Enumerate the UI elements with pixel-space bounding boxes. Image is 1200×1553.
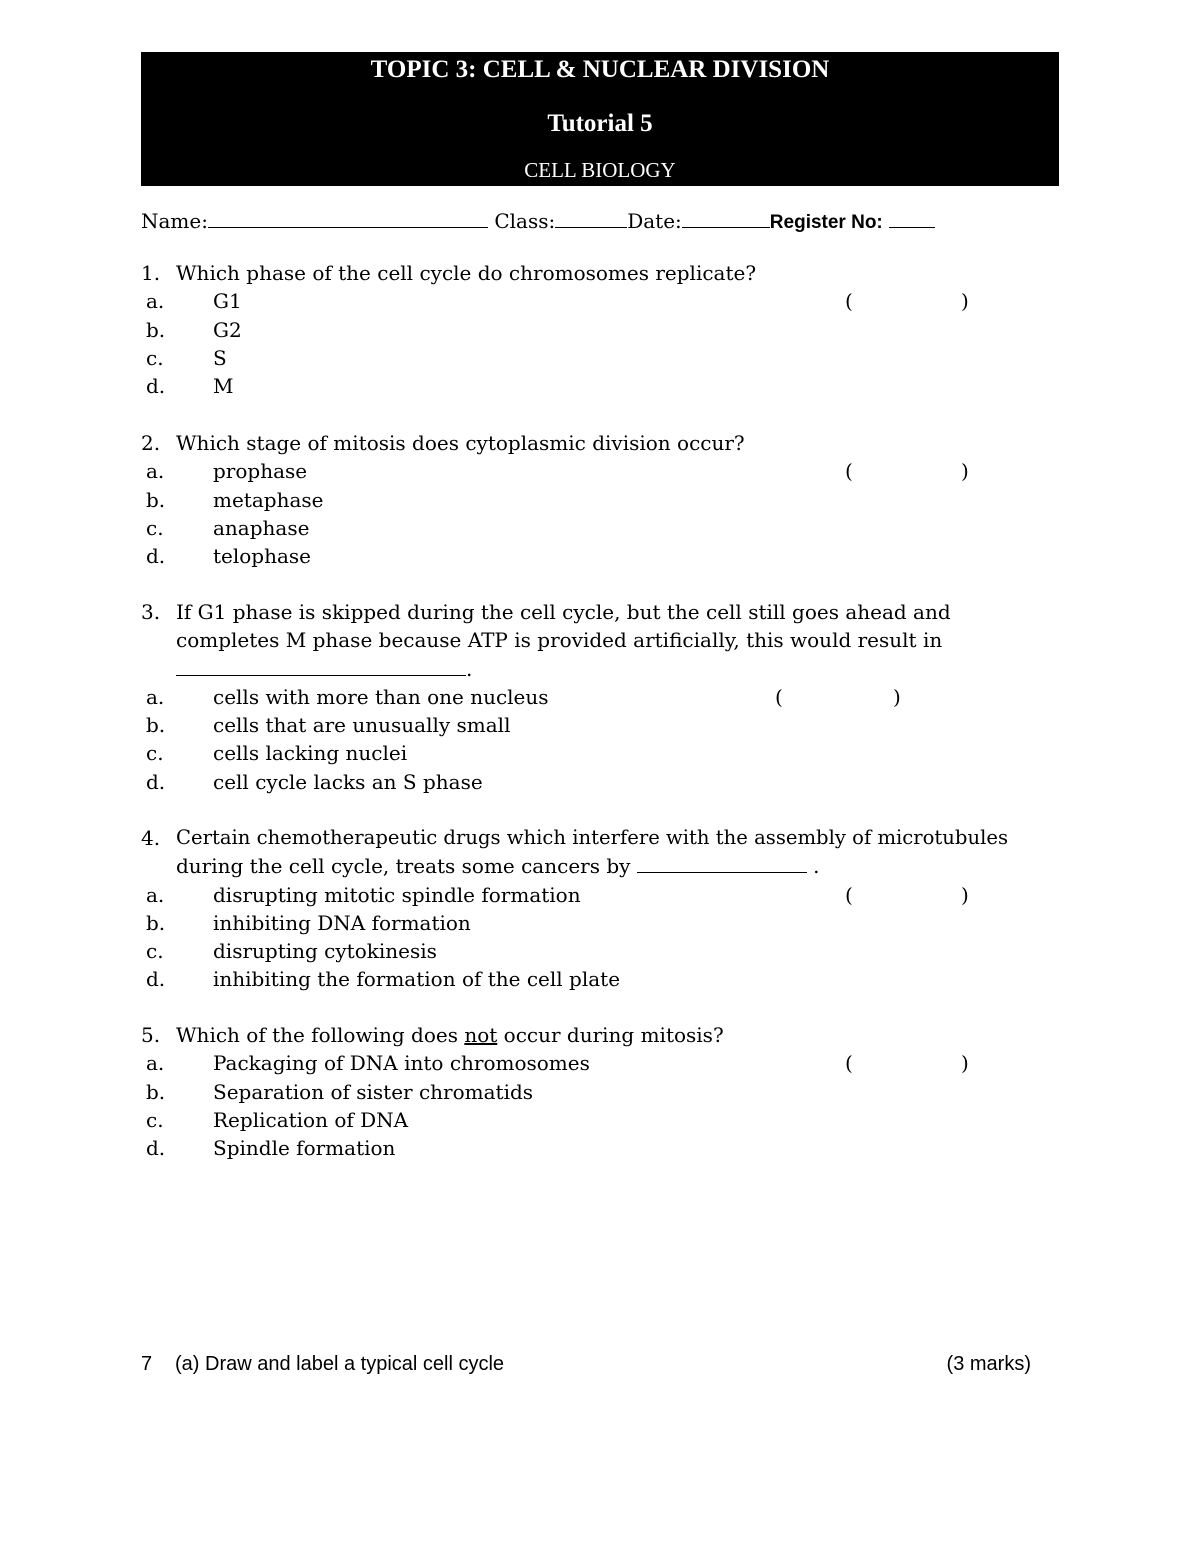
question-text: Which of the following does not occur during mitosis? — [176, 1023, 724, 1047]
answer-bracket-open: ( — [775, 684, 783, 709]
option-a: a. G1 ( ) — [141, 287, 1071, 315]
option-d: d. M — [146, 374, 234, 399]
option-a: a. disrupting mitotic spindle formation ( ) — [141, 881, 1071, 909]
date-label: Date: — [627, 209, 682, 233]
marks-label: (3 marks) — [946, 1353, 1031, 1375]
date-blank[interactable] — [682, 207, 770, 228]
question-4 — [141, 824, 1071, 994]
question-text-line-3: . — [176, 655, 1071, 683]
option-d: d. telophase — [146, 544, 312, 569]
question-number: 1. — [141, 261, 161, 285]
answer-bracket-close: ) — [893, 684, 901, 709]
question-3 — [141, 598, 1071, 796]
answer-bracket-close: ) — [961, 289, 969, 314]
register-label: Register No: — [769, 212, 883, 233]
question-number: 4. — [141, 826, 161, 850]
option-a: a. prophase ( ) — [141, 457, 1071, 485]
answer-bracket-open: ( — [845, 882, 853, 907]
option-a: a. cells with more than one nucleus ( ) — [141, 683, 1071, 711]
question-text: Which stage of mitosis does cytoplasmic division occur? — [176, 431, 745, 455]
answer-blank[interactable] — [176, 657, 466, 676]
option-c: c. S — [146, 345, 227, 370]
option-d: d. Spindle formation — [146, 1136, 396, 1161]
header-banner — [141, 52, 1059, 186]
name-blank[interactable] — [208, 207, 488, 228]
question-number: 7 — [141, 1353, 153, 1375]
answer-bracket-open: ( — [845, 1051, 853, 1076]
option-d: d. inhibiting the formation of the cell plate — [146, 967, 621, 992]
question-text: Which phase of the cell cycle do chromosomes replicate? — [176, 261, 757, 285]
option-c: c. cells lacking nuclei — [146, 741, 408, 766]
answer-bracket-close: ) — [961, 882, 969, 907]
student-info-line — [141, 207, 935, 237]
class-label: Class: — [494, 209, 556, 233]
question-1 — [141, 259, 1071, 400]
option-b: b. Separation of sister chromatids — [146, 1079, 534, 1104]
register-blank[interactable] — [889, 207, 935, 228]
tutorial-title: Tutorial 5 — [547, 110, 653, 137]
answer-bracket-open: ( — [845, 459, 853, 484]
question-text-line-1: If G1 phase is skipped during the cell cycle, but the cell still goes ahead and — [176, 600, 951, 624]
answer-bracket-close: ) — [961, 459, 969, 484]
question-text-line-2: completes M phase because ATP is provided artificially, this would result in — [176, 628, 943, 653]
option-d: d. cell cycle lacks an S phase — [146, 769, 483, 794]
question-text-line-1: Certain chemotherapeutic drugs which interfere with the assembly of microtubules — [176, 826, 1008, 849]
question-text: (a) Draw and label a typical cell cycle — [175, 1353, 505, 1375]
option-b: b. G2 — [146, 317, 242, 342]
question-number: 2. — [141, 431, 161, 455]
question-2 — [141, 429, 1071, 570]
answer-blank[interactable] — [637, 854, 807, 873]
name-label: Name: — [141, 209, 208, 233]
question-number: 5. — [141, 1023, 161, 1047]
option-b: b. inhibiting DNA formation — [146, 910, 471, 935]
answer-bracket-close: ) — [961, 1051, 969, 1076]
option-c: c. anaphase — [146, 515, 310, 540]
option-c: c. Replication of DNA — [146, 1107, 409, 1132]
option-b: b. cells that are unusually small — [146, 713, 511, 738]
subject-title: CELL BIOLOGY — [524, 158, 676, 182]
answer-bracket-open: ( — [845, 289, 853, 314]
question-text-line-2: during the cell cycle, treats some cancers by . — [176, 854, 820, 879]
option-c: c. disrupting cytokinesis — [146, 939, 437, 964]
question-number: 3. — [141, 600, 161, 624]
topic-title: TOPIC 3: CELL & NUCLEAR DIVISION — [370, 56, 830, 83]
option-b: b. metaphase — [146, 487, 324, 512]
question-5 — [141, 1021, 1071, 1162]
option-a: a. Packaging of DNA into chromosomes ( ) — [141, 1049, 1071, 1077]
class-blank[interactable] — [555, 207, 627, 228]
underlined-not: not — [464, 1023, 498, 1047]
